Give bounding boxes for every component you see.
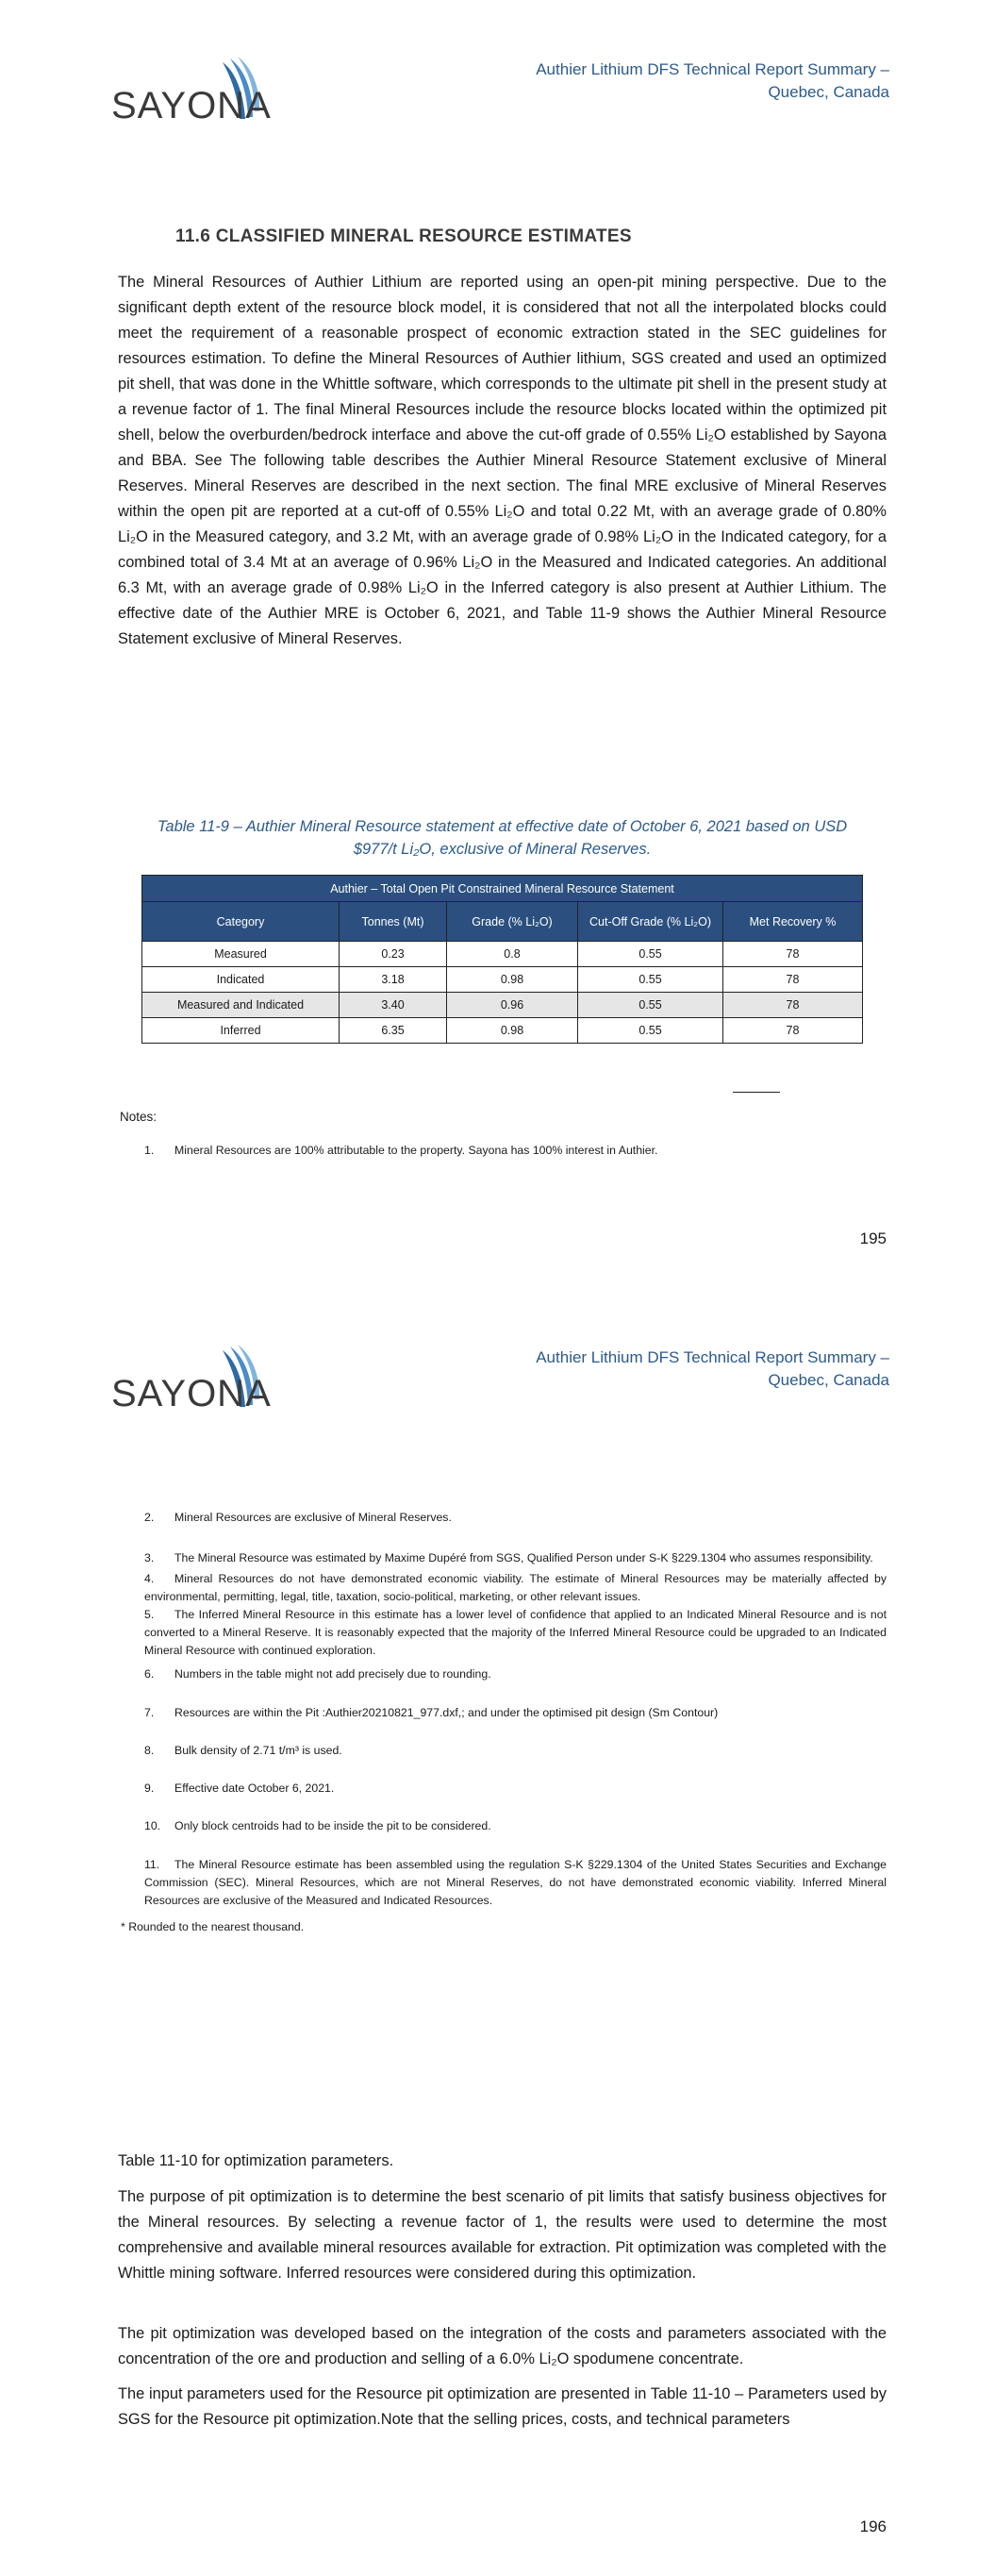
table-title: Authier – Total Open Pit Constrained Mineral Resource Statement xyxy=(142,876,863,902)
note-4 xyxy=(144,1570,887,1606)
note-5 xyxy=(144,1606,887,1660)
page-number: 195 xyxy=(859,1229,887,1247)
note-text: Mineral Resources do not have demonstrated economic viability. The estimate of Mineral Resources may be materially affected by environmental, permitting, legal, title, taxation, socio-political, marketing, or other relevant issues. xyxy=(144,1572,887,1603)
col-header-recovery: Met Recovery % xyxy=(723,902,863,942)
cell: 3.40 xyxy=(340,993,447,1018)
note-3 xyxy=(144,1549,887,1567)
cell: 0.96 xyxy=(447,993,578,1018)
cell: Indicated xyxy=(142,967,340,993)
col-header-tonnes: Tonnes (Mt) xyxy=(340,902,447,942)
note-number: 9. xyxy=(144,1781,155,1795)
note-text: The Mineral Resource was estimated by Maxime Dupéré from SGS, Qualified Person under S-K §229.1304 who assumes responsibility. xyxy=(174,1551,873,1564)
note-text: The Mineral Resource estimate has been assembled using the regulation S-K §229.1304 of the United States Securities and Exchange Commission (SEC). Mineral Resources, which are not Mineral Reserves, do not have demonstrated economic viability. Inferred Mineral Resources are exclusive of the Measured and Indicated Resources. xyxy=(144,1858,887,1907)
col-header-cutoff: Cut-Off Grade (% Li₂O) xyxy=(578,902,723,942)
header-line-2: Quebec, Canada xyxy=(768,83,889,101)
note-10 xyxy=(144,1817,887,1835)
rounding-footnote: * Rounded to the nearest thousand. xyxy=(121,1920,305,1933)
note-text: Only block centroids had to be inside the pit to be considered. xyxy=(174,1819,491,1832)
note-1 xyxy=(144,1142,887,1160)
note-text: Effective date October 6, 2021. xyxy=(174,1781,335,1795)
cell: 0.23 xyxy=(340,942,447,967)
logo-wordmark: SAYONA xyxy=(111,1373,272,1414)
section-number: 11.6 xyxy=(175,226,211,246)
sayona-logo xyxy=(111,1343,281,1418)
table-row xyxy=(142,1018,863,1044)
divider xyxy=(733,1092,780,1093)
page-196 xyxy=(0,1288,995,2576)
note-text: Bulk density of 2.71 t/m³ is used. xyxy=(174,1744,342,1757)
caption-line-1: Table 11-9 – Authier Mineral Resource statement at effective date of October 6, 2021 based on USD xyxy=(157,818,848,835)
cell: 0.98 xyxy=(447,1018,578,1044)
cell: Measured and Indicated xyxy=(142,993,340,1018)
note-8 xyxy=(144,1742,887,1760)
running-header xyxy=(536,59,889,104)
input-parameters-paragraph: The input parameters used for the Resource pit optimization are presented in Table 11-10 – Parameters used by SGS for the Resource pit optimization.Note that the selling prices, costs, and technical parameters xyxy=(118,2385,887,2428)
note-number: 6. xyxy=(144,1667,155,1681)
optimization-purpose-paragraph: The purpose of pit optimization is to determine the best scenario of pit limits that satisfy business objectives for the Mineral resources. By selecting a revenue factor of 1, the results were used to determine the most comprehensive and available mineral resources available for extraction. Pit optimization was completed with the Whittle mining software. Inferred resources were considered during this optimization. xyxy=(118,2188,887,2282)
note-6 xyxy=(144,1665,887,1683)
cell: 78 xyxy=(723,993,863,1018)
note-number: 4. xyxy=(144,1572,155,1585)
table-row xyxy=(142,967,863,993)
optimization-intro: Table 11-10 for optimization parameters. xyxy=(118,2152,394,2169)
cell: 78 xyxy=(723,967,863,993)
cell: 78 xyxy=(723,942,863,967)
cell: 0.55 xyxy=(578,1018,723,1044)
note-7 xyxy=(144,1704,887,1722)
running-header xyxy=(536,1347,889,1392)
note-number: 1. xyxy=(144,1144,155,1157)
table-11-9-caption xyxy=(123,815,882,861)
cell: 0.98 xyxy=(447,967,578,993)
note-number: 11. xyxy=(144,1858,160,1871)
note-9 xyxy=(144,1780,887,1798)
logo-wordmark: SAYONA xyxy=(111,85,272,126)
header-line-1: Authier Lithium DFS Technical Report Summary – xyxy=(536,60,889,78)
note-number: 3. xyxy=(144,1551,155,1564)
note-text: Numbers in the table might not add precisely due to rounding. xyxy=(174,1667,491,1681)
cell: 0.55 xyxy=(578,942,723,967)
cell: 0.55 xyxy=(578,993,723,1018)
note-text: Mineral Resources are 100% attributable to the property. Sayona has 100% interest in Authier. xyxy=(174,1144,658,1157)
header-line-1: Authier Lithium DFS Technical Report Summary – xyxy=(536,1348,889,1366)
note-11 xyxy=(144,1856,887,1910)
cell: 78 xyxy=(723,1018,863,1044)
note-number: 2. xyxy=(144,1511,155,1524)
cell: 3.18 xyxy=(340,967,447,993)
note-2 xyxy=(144,1509,887,1527)
note-number: 7. xyxy=(144,1706,155,1719)
col-header-category: Category xyxy=(142,902,340,942)
cell: 0.55 xyxy=(578,967,723,993)
mre-paragraph: The Mineral Resources of Authier Lithium are reported using an open-pit mining perspective. Due to the significant depth extent of the resource block model, it is considered that not all the interpolated blocks could meet the requirement of a reasonable prospect of economic extraction stated in the SEC guidelines for resources estimation. To define the Mineral Resources of Authier lithium, SGS created and used an optimized pit shell, that was done in the Whittle software, which corresponds to the ultimate pit shell in the present study at a revenue factor of 1. The final Mineral Resources include the resource blocks located within the optimized pit shell, below the overburden/bedrock interface and above the cut-off grade of 0.55% Li₂O established by Sayona and BBA. See The following table describes the Authier Mineral Resource Statement exclusive of Mineral Reserves. Mineral Reserves are described in the next section. The final MRE exclusive of Mineral Reserves within the open pit are reported at a cut-off of 0.55% Li₂O and total 0.22 Mt, with an average grade of 0.80% Li₂O in the Measured category, and 3.2 Mt, with an average grade of 0.98% Li₂O in the Indicated category, for a combined total of 3.4 Mt at an average of 0.96% Li₂O in the Measured and Indicated categories. An additional 6.3 Mt, with an average grade of 0.98% Li₂O in the Inferred category is also present at Authier Lithium. The effective date of the Authier MRE is October 6, 2021, and Table 11-9 shows the Authier Mineral Resource Statement exclusive of Mineral Reserves. xyxy=(118,274,887,647)
note-number: 10. xyxy=(144,1819,161,1832)
mineral-resource-table xyxy=(141,875,863,1044)
notes-label: Notes: xyxy=(120,1110,158,1124)
section-heading xyxy=(175,226,632,247)
cell: Inferred xyxy=(142,1018,340,1044)
table-row xyxy=(142,942,863,967)
cell: 0.8 xyxy=(447,942,578,967)
note-text: Resources are within the Pit :Authier20210821_977.dxf,; and under the optimised pit design (Sm Contour) xyxy=(174,1706,719,1719)
note-text: The Inferred Mineral Resource in this estimate has a lower level of confidence that applied to an Indicated Mineral Resource and is not converted to a Mineral Reserve. It is reasonably expected that the majority of the Inferred Mineral Resource could be upgraded to an Indicated Mineral Resource with continued exploration. xyxy=(144,1608,887,1657)
optimization-costs-paragraph: The pit optimization was developed based on the integration of the costs and parameters associated with the concentration of the ore and production and selling of a 6.0% Li₂O spodumene concentrate. xyxy=(118,2325,887,2367)
caption-line-2: $977/t Li₂O, exclusive of Mineral Reserves. xyxy=(353,841,652,858)
note-number: 5. xyxy=(144,1608,155,1621)
header-line-2: Quebec, Canada xyxy=(768,1371,889,1389)
note-number: 8. xyxy=(144,1744,155,1757)
sayona-logo xyxy=(111,55,281,130)
cell: Measured xyxy=(142,942,340,967)
table-row xyxy=(142,993,863,1018)
section-title: CLASSIFIED MINERAL RESOURCE ESTIMATES xyxy=(215,226,632,246)
cell: 6.35 xyxy=(340,1018,447,1044)
page-number: 196 xyxy=(859,2517,887,2535)
col-header-grade: Grade (% Li₂O) xyxy=(447,902,578,942)
note-text: Mineral Resources are exclusive of Mineral Reserves. xyxy=(174,1511,452,1524)
